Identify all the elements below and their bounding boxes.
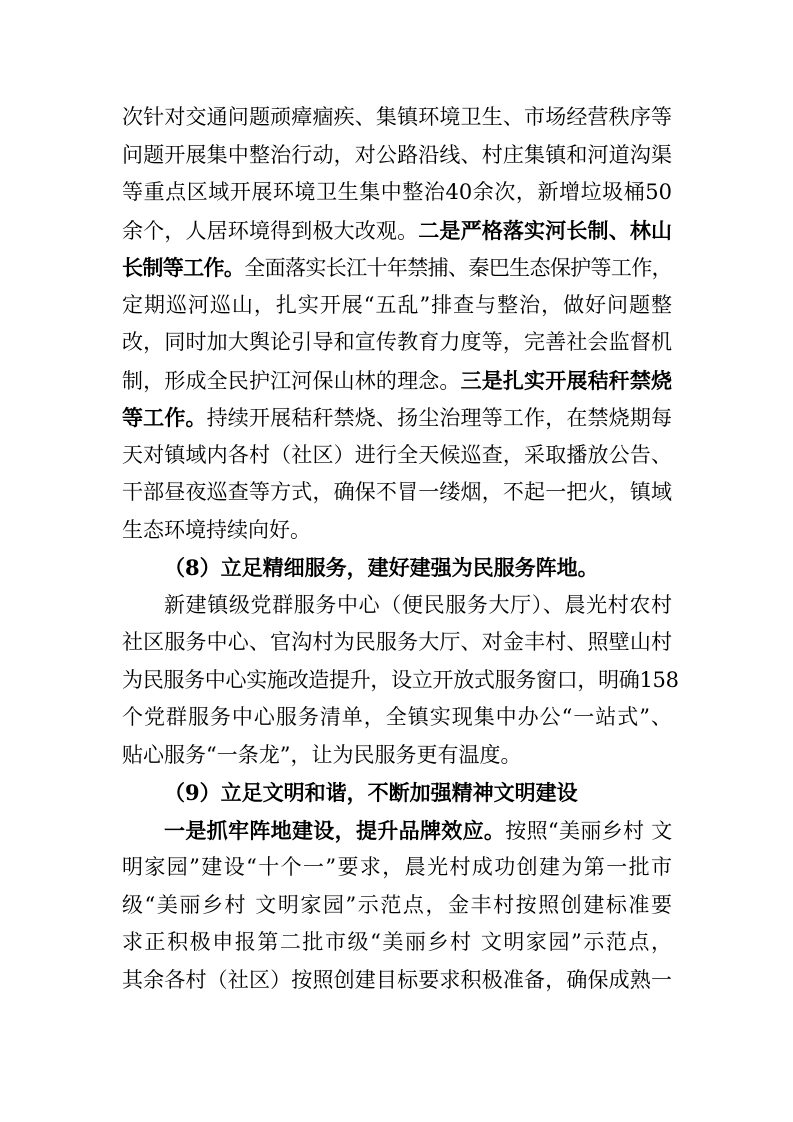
body-line — [122, 887, 672, 925]
body-line — [122, 399, 672, 437]
body-line — [122, 662, 679, 700]
line-text: 天对镇域内各村（社区）进行全天候巡查，采取播放公告、 — [122, 442, 672, 467]
line-text: 定期巡河巡山，扎实开展“五乱”排查与整治，做好问题整 — [122, 292, 672, 317]
line-text: 个党群服务中心服务清单，全镇实现集中办公“一站式”、 — [122, 705, 672, 729]
body-line — [122, 287, 672, 325]
body-line — [122, 587, 672, 625]
line-text: 全面落实长江十年禁捕、秦巴生态保护等工作， — [244, 256, 672, 280]
line-text: 制，形成全民护江河保山林的理念。 — [122, 368, 461, 393]
body-line — [122, 812, 672, 850]
body-line — [122, 924, 672, 962]
body-line — [122, 624, 672, 662]
body-line — [122, 249, 672, 287]
section-heading-8: （8）立足精细服务，建好建强为民服务阵地。 — [164, 555, 599, 580]
body-line — [122, 699, 672, 737]
document-body — [122, 99, 679, 999]
line-text: 改，同时加大舆论引导和宣传教育力度等，完善社会监督机 — [122, 330, 672, 354]
body-line — [122, 324, 672, 362]
line-text: 其余各村（社区）按照创建目标要求积极准备，确保成熟一 — [122, 967, 672, 992]
line-text: 生态环境持续向好。 — [122, 517, 311, 542]
body-line — [122, 474, 672, 512]
body-line — [122, 512, 672, 550]
bold-lead-text: 等工作。 — [122, 405, 207, 430]
line-text: 贴心服务“一条龙”，让为民服务更有温度。 — [122, 742, 522, 767]
line-text: 按照“美丽乡村 文 — [505, 818, 673, 843]
bold-lead-text: 三是扎实开展秸秆禁烧 — [460, 367, 673, 393]
body-line — [122, 174, 672, 212]
line-text: 干部昼夜巡查等方式，确保不冒一缕烟，不起一把火，镇域 — [122, 480, 672, 504]
line-text: 问题开展集中整治行动，对公路沿线、村庄集镇和河道沟渠 — [122, 142, 672, 167]
body-line — [122, 437, 672, 475]
bold-lead-text: 二是严格落实河长制、林山 — [418, 217, 673, 243]
line-text: 新建镇级党群服务中心（便民服务大厅）、晨光村农村 — [164, 592, 672, 617]
bold-lead-text: 长制等工作。 — [122, 255, 245, 280]
line-text: 持续开展秸秆禁烧、扬尘治理等工作，在禁烧期每 — [206, 406, 672, 430]
body-line — [122, 962, 672, 1000]
line-text: 为民服务中心实施改造提升，设立开放式服务窗口，明确158 — [122, 667, 679, 692]
bold-lead-text: 一是抓牢阵地建设，提升品牌效应。 — [164, 817, 506, 843]
body-line — [122, 737, 672, 775]
line-text: 社区服务中心、官沟村为民服务大厅、对金丰村、照壁山村 — [122, 630, 672, 654]
line-text: 等重点区域开展环境卫生集中整治40余次，新增垃圾桶50 — [122, 180, 672, 204]
body-line — [122, 212, 672, 250]
line-text: 级“美丽乡村 文明家园”示范点，金丰村按照创建标准要 — [122, 892, 672, 917]
body-line — [122, 362, 672, 400]
line-text: 明家园”建设“十个一”要求，晨光村成功创建为第一批市 — [122, 855, 672, 879]
line-text: 余个，人居环境得到极大改观。 — [122, 218, 419, 243]
line-text: 次针对交通问题顽瘴痼疾、集镇环境卫生、市场经营秩序等 — [122, 105, 672, 129]
body-line — [122, 99, 672, 137]
body-line — [122, 137, 672, 175]
section-heading-9: （9）立足文明和谐，不断加强精神文明建设 — [164, 780, 578, 805]
line-text: 求正积极申报第二批市级“美丽乡村 文明家园”示范点， — [122, 930, 672, 954]
body-line — [122, 849, 672, 887]
